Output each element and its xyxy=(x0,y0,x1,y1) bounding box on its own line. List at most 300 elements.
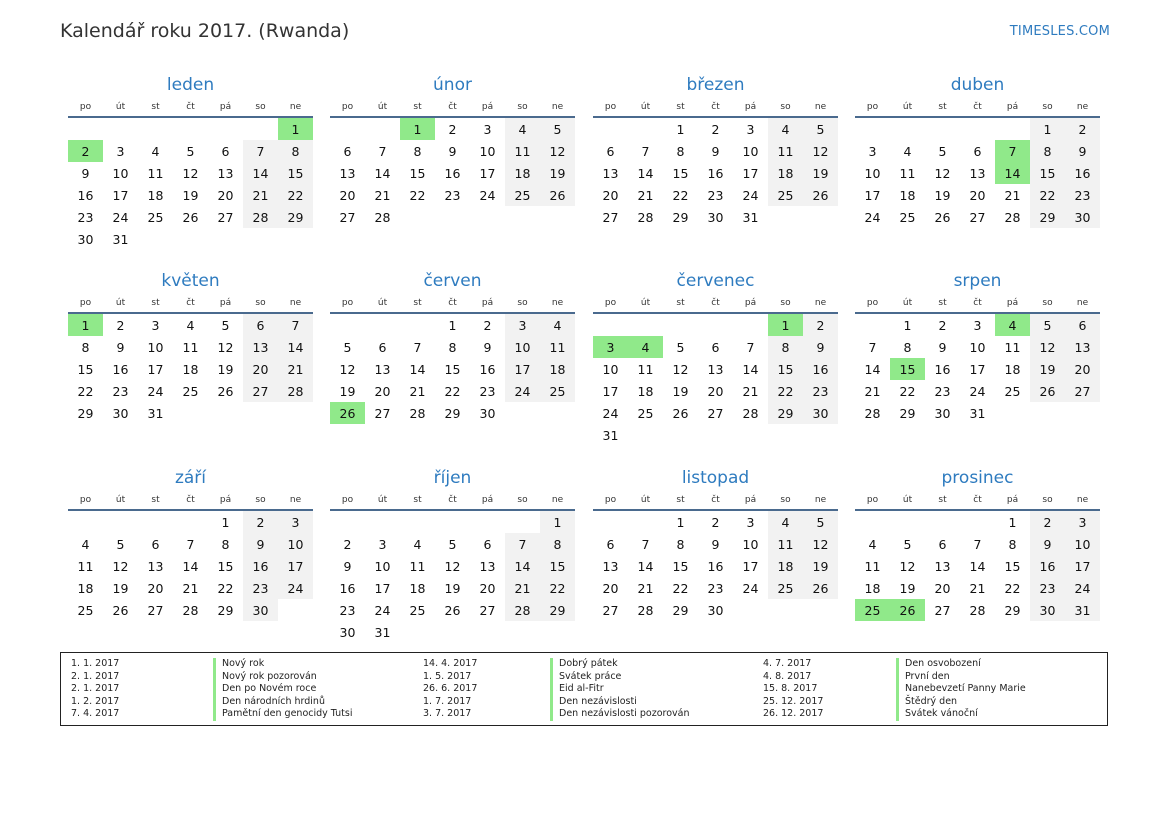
month-srpen xyxy=(855,268,1100,424)
day-cell: 27 xyxy=(934,602,951,618)
holiday-date: 2. 1. 2017 xyxy=(71,683,120,694)
day-cell: 23 xyxy=(112,383,129,399)
day-cell: 18 xyxy=(540,358,575,380)
day-cell: 5 xyxy=(903,536,912,552)
day-cell: 30 xyxy=(243,599,278,621)
day-cell: 15 xyxy=(217,558,234,574)
day-cell: 30 xyxy=(77,231,94,247)
empty-day-cell xyxy=(330,117,365,140)
day-cell: 6 xyxy=(378,339,387,355)
empty-day-cell xyxy=(400,621,435,643)
weekday-header: st xyxy=(663,491,698,510)
day-cell: 19 xyxy=(1030,358,1065,380)
day-cell: 4 xyxy=(903,143,912,159)
day-cell: 6 xyxy=(606,536,615,552)
day-cell: 5 xyxy=(343,339,352,355)
weekday-header: so xyxy=(1030,491,1065,510)
month-name: říjen xyxy=(433,468,472,488)
empty-day-cell xyxy=(103,510,138,533)
holiday-date: 2. 1. 2017 xyxy=(71,670,120,682)
holiday-date: 1. 7. 2017 xyxy=(423,695,472,707)
empty-day-cell xyxy=(435,510,470,533)
day-cell: 8 xyxy=(768,336,803,358)
empty-day-cell xyxy=(243,117,278,140)
day-cell: 3 xyxy=(746,121,755,137)
day-cell: 26 xyxy=(890,599,925,621)
weekday-header: ne xyxy=(278,294,313,313)
day-cell: 13 xyxy=(934,558,951,574)
empty-day-cell xyxy=(365,313,400,336)
day-cell: 14 xyxy=(243,162,278,184)
day-cell: 14 xyxy=(995,162,1030,184)
site-link[interactable]: TIMESLES.COM xyxy=(1009,24,1110,39)
weekday-header: pá xyxy=(470,98,505,117)
weekday-header: pá xyxy=(995,294,1030,313)
day-cell: 15 xyxy=(890,358,925,380)
day-cell: 25 xyxy=(77,602,94,618)
weekday-header: út xyxy=(628,294,663,313)
day-cell: 8 xyxy=(81,339,90,355)
month-prosinec xyxy=(855,465,1100,621)
day-cell: 30 xyxy=(707,602,724,618)
weekday-header: st xyxy=(400,491,435,510)
day-cell: 27 xyxy=(479,602,496,618)
day-cell: 17 xyxy=(1065,555,1100,577)
weekday-header: pá xyxy=(733,294,768,313)
day-cell: 19 xyxy=(899,580,916,596)
day-cell: 2 xyxy=(1030,510,1065,533)
day-cell: 11 xyxy=(1004,339,1021,355)
holiday-name: Svátek vánoční xyxy=(896,708,978,721)
day-cell: 7 xyxy=(278,313,313,336)
month-listopad xyxy=(593,465,838,621)
weekday-header: po xyxy=(330,491,365,510)
day-cell: 29 xyxy=(217,602,234,618)
day-cell: 6 xyxy=(221,143,230,159)
day-cell: 12 xyxy=(899,558,916,574)
day-cell: 3 xyxy=(116,143,125,159)
empty-day-cell xyxy=(435,621,470,643)
day-cell: 23 xyxy=(707,187,724,203)
day-cell: 24 xyxy=(112,209,129,225)
day-cell: 14 xyxy=(278,336,313,358)
day-cell: 17 xyxy=(602,383,619,399)
weekday-header: so xyxy=(505,294,540,313)
day-cell: 27 xyxy=(217,209,234,225)
day-cell: 12 xyxy=(803,140,838,162)
day-cell: 21 xyxy=(409,383,426,399)
holiday-name: Nový rok pozorován xyxy=(213,671,317,684)
empty-day-cell xyxy=(540,621,575,643)
day-cell: 9 xyxy=(343,558,352,574)
month-name: září xyxy=(174,468,207,488)
weekday-header: čt xyxy=(435,294,470,313)
day-cell: 3 xyxy=(593,336,628,358)
page-title: Kalendář roku 2017. (Rwanda) xyxy=(60,20,350,42)
day-cell: 16 xyxy=(444,165,461,181)
day-cell: 13 xyxy=(479,558,496,574)
holiday-name: Dobrý pátek xyxy=(550,658,618,671)
day-cell: 18 xyxy=(637,383,654,399)
empty-day-cell xyxy=(960,510,995,533)
day-cell: 17 xyxy=(969,361,986,377)
day-cell: 29 xyxy=(672,602,689,618)
day-cell: 21 xyxy=(637,580,654,596)
day-cell: 10 xyxy=(1065,533,1100,555)
day-cell: 27 xyxy=(1065,380,1100,402)
day-cell: 25 xyxy=(855,599,890,621)
holiday-name: Nový rok xyxy=(213,658,264,671)
weekday-header: ne xyxy=(540,491,575,510)
day-cell: 25 xyxy=(899,209,916,225)
holiday-date: 26. 6. 2017 xyxy=(423,683,478,694)
weekday-header: st xyxy=(400,294,435,313)
day-cell: 9 xyxy=(448,143,457,159)
month-name: březen xyxy=(686,75,745,95)
day-cell: 22 xyxy=(672,580,689,596)
empty-day-cell xyxy=(278,599,313,621)
empty-day-cell xyxy=(400,510,435,533)
day-cell: 18 xyxy=(899,187,916,203)
day-cell: 14 xyxy=(637,558,654,574)
day-cell: 10 xyxy=(505,336,540,358)
weekday-header: po xyxy=(68,98,103,117)
empty-day-cell xyxy=(995,402,1030,424)
day-cell: 24 xyxy=(147,383,164,399)
day-cell: 2 xyxy=(803,313,838,336)
weekday-header: po xyxy=(68,294,103,313)
day-cell: 27 xyxy=(707,405,724,421)
day-cell: 9 xyxy=(116,339,125,355)
day-cell: 27 xyxy=(602,209,619,225)
empty-day-cell xyxy=(173,510,208,533)
day-cell: 22 xyxy=(217,580,234,596)
day-cell: 24 xyxy=(742,580,759,596)
month-říjen xyxy=(330,465,575,643)
day-cell: 6 xyxy=(1065,313,1100,336)
weekday-header: čt xyxy=(698,294,733,313)
weekday-header: út xyxy=(365,294,400,313)
day-cell: 30 xyxy=(479,405,496,421)
weekday-header: čt xyxy=(698,491,733,510)
empty-day-cell xyxy=(505,206,540,228)
day-cell: 1 xyxy=(1008,514,1017,530)
holiday-name: Pamětní den genocidy Tutsi xyxy=(213,708,352,721)
weekday-header: čt xyxy=(435,491,470,510)
holiday-name: Svátek práce xyxy=(550,671,621,684)
month-name: srpen xyxy=(953,271,1002,291)
weekday-header: ne xyxy=(278,98,313,117)
day-cell: 10 xyxy=(864,165,881,181)
weekday-header: út xyxy=(365,491,400,510)
day-cell: 24 xyxy=(278,577,313,599)
day-cell: 28 xyxy=(742,405,759,421)
day-cell: 30 xyxy=(1030,599,1065,621)
day-cell: 6 xyxy=(243,313,278,336)
day-cell: 3 xyxy=(151,317,160,333)
empty-day-cell xyxy=(1065,402,1100,424)
day-cell: 18 xyxy=(147,187,164,203)
day-cell: 9 xyxy=(243,533,278,555)
month-name: červen xyxy=(423,271,482,291)
day-cell: 14 xyxy=(864,361,881,377)
month-table xyxy=(68,98,313,250)
weekday-header: st xyxy=(925,98,960,117)
empty-day-cell xyxy=(173,402,208,424)
weekday-header: st xyxy=(925,294,960,313)
weekday-header: po xyxy=(855,98,890,117)
day-cell: 3 xyxy=(278,510,313,533)
day-cell: 5 xyxy=(116,536,125,552)
weekday-header: ne xyxy=(278,491,313,510)
day-cell: 21 xyxy=(637,187,654,203)
holiday-name: Den nezávislosti pozorován xyxy=(550,708,690,721)
day-cell: 4 xyxy=(628,336,663,358)
day-cell: 28 xyxy=(969,602,986,618)
weekday-header: so xyxy=(243,294,278,313)
day-cell: 2 xyxy=(1065,117,1100,140)
weekday-header: čt xyxy=(960,98,995,117)
day-cell: 22 xyxy=(672,187,689,203)
day-cell: 28 xyxy=(864,405,881,421)
weekday-header: st xyxy=(138,491,173,510)
day-cell: 3 xyxy=(483,121,492,137)
holiday-date: 3. 7. 2017 xyxy=(423,708,472,719)
day-cell: 13 xyxy=(707,361,724,377)
day-cell: 19 xyxy=(444,580,461,596)
empty-day-cell xyxy=(663,424,698,446)
day-cell: 7 xyxy=(641,536,650,552)
day-cell: 21 xyxy=(505,577,540,599)
empty-day-cell xyxy=(138,228,173,250)
empty-day-cell xyxy=(733,313,768,336)
day-cell: 18 xyxy=(77,580,94,596)
weekday-header: st xyxy=(400,98,435,117)
day-cell: 3 xyxy=(505,313,540,336)
day-cell: 28 xyxy=(1004,209,1021,225)
day-cell: 18 xyxy=(182,361,199,377)
weekday-header: út xyxy=(103,98,138,117)
holiday-legend xyxy=(60,652,1108,726)
day-cell: 10 xyxy=(742,536,759,552)
weekday-header: pá xyxy=(995,491,1030,510)
day-cell: 27 xyxy=(243,380,278,402)
day-cell: 16 xyxy=(934,361,951,377)
day-cell: 8 xyxy=(448,339,457,355)
day-cell: 30 xyxy=(707,209,724,225)
day-cell: 17 xyxy=(742,165,759,181)
holiday-name: Den po Novém roce xyxy=(213,683,316,696)
empty-day-cell xyxy=(173,117,208,140)
day-cell: 1 xyxy=(768,313,803,336)
day-cell: 7 xyxy=(186,536,195,552)
empty-day-cell xyxy=(243,228,278,250)
day-cell: 23 xyxy=(444,187,461,203)
day-cell: 2 xyxy=(243,510,278,533)
day-cell: 3 xyxy=(746,514,755,530)
month-únor xyxy=(330,72,575,228)
day-cell: 28 xyxy=(278,380,313,402)
day-cell: 8 xyxy=(540,533,575,555)
day-cell: 27 xyxy=(602,602,619,618)
weekday-header: st xyxy=(138,294,173,313)
day-cell: 21 xyxy=(182,580,199,596)
day-cell: 15 xyxy=(278,162,313,184)
day-cell: 30 xyxy=(339,624,356,640)
day-cell: 1 xyxy=(448,317,457,333)
day-cell: 25 xyxy=(768,184,803,206)
day-cell: 16 xyxy=(243,555,278,577)
weekday-header: út xyxy=(103,491,138,510)
weekday-header: út xyxy=(103,294,138,313)
weekday-header: čt xyxy=(173,294,208,313)
day-cell: 7 xyxy=(641,143,650,159)
day-cell: 29 xyxy=(1004,602,1021,618)
day-cell: 17 xyxy=(278,555,313,577)
day-cell: 25 xyxy=(147,209,164,225)
empty-day-cell xyxy=(995,117,1030,140)
day-cell: 16 xyxy=(112,361,129,377)
day-cell: 17 xyxy=(112,187,129,203)
holiday-name: První den xyxy=(896,671,950,684)
day-cell: 17 xyxy=(479,165,496,181)
month-table xyxy=(330,491,575,643)
empty-day-cell xyxy=(628,424,663,446)
day-cell: 26 xyxy=(444,602,461,618)
weekday-header: so xyxy=(768,491,803,510)
day-cell: 12 xyxy=(444,558,461,574)
month-table xyxy=(593,98,838,228)
holiday-name: Štědrý den xyxy=(896,696,957,709)
day-cell: 25 xyxy=(768,577,803,599)
day-cell: 16 xyxy=(479,361,496,377)
weekday-header: ne xyxy=(540,294,575,313)
empty-day-cell xyxy=(208,228,243,250)
holiday-date: 15. 8. 2017 xyxy=(763,683,818,694)
day-cell: 6 xyxy=(151,536,160,552)
day-cell: 21 xyxy=(1004,187,1021,203)
day-cell: 24 xyxy=(505,380,540,402)
month-name: listopad xyxy=(681,468,750,488)
day-cell: 7 xyxy=(973,536,982,552)
month-květen xyxy=(68,268,313,424)
day-cell: 22 xyxy=(1030,184,1065,206)
day-cell: 15 xyxy=(409,165,426,181)
day-cell: 10 xyxy=(602,361,619,377)
day-cell: 28 xyxy=(637,209,654,225)
day-cell: 19 xyxy=(803,555,838,577)
day-cell: 2 xyxy=(343,536,352,552)
day-cell: 4 xyxy=(540,313,575,336)
holiday-date: 14. 4. 2017 xyxy=(423,658,478,669)
day-cell: 3 xyxy=(973,317,982,333)
weekday-header: po xyxy=(593,98,628,117)
day-cell: 21 xyxy=(969,580,986,596)
day-cell: 9 xyxy=(81,165,90,181)
day-cell: 16 xyxy=(1030,555,1065,577)
empty-day-cell xyxy=(698,313,733,336)
day-cell: 31 xyxy=(742,209,759,225)
day-cell: 8 xyxy=(221,536,230,552)
day-cell: 12 xyxy=(182,165,199,181)
day-cell: 25 xyxy=(637,405,654,421)
day-cell: 11 xyxy=(77,558,94,574)
day-cell: 31 xyxy=(969,405,986,421)
day-cell: 5 xyxy=(1030,313,1065,336)
empty-day-cell xyxy=(698,424,733,446)
day-cell: 27 xyxy=(374,405,391,421)
empty-day-cell xyxy=(138,510,173,533)
holiday-date: 4. 7. 2017 xyxy=(763,658,812,669)
day-cell: 14 xyxy=(505,555,540,577)
day-cell: 15 xyxy=(540,555,575,577)
day-cell: 5 xyxy=(540,117,575,140)
day-cell: 5 xyxy=(221,317,230,333)
day-cell: 4 xyxy=(505,117,540,140)
weekday-header: čt xyxy=(698,98,733,117)
day-cell: 10 xyxy=(969,339,986,355)
day-cell: 17 xyxy=(864,187,881,203)
holiday-date: 1. 5. 2017 xyxy=(423,670,472,682)
day-cell: 11 xyxy=(899,165,916,181)
day-cell: 28 xyxy=(243,206,278,228)
day-cell: 9 xyxy=(938,339,947,355)
day-cell: 20 xyxy=(602,187,619,203)
day-cell: 23 xyxy=(934,383,951,399)
empty-day-cell xyxy=(540,402,575,424)
empty-day-cell xyxy=(365,510,400,533)
day-cell: 19 xyxy=(339,383,356,399)
day-cell: 11 xyxy=(768,140,803,162)
day-cell: 6 xyxy=(938,536,947,552)
day-cell: 2 xyxy=(116,317,125,333)
day-cell: 16 xyxy=(803,358,838,380)
day-cell: 29 xyxy=(77,405,94,421)
day-cell: 10 xyxy=(742,143,759,159)
day-cell: 1 xyxy=(221,514,230,530)
day-cell: 23 xyxy=(77,209,94,225)
empty-day-cell xyxy=(628,313,663,336)
weekday-header: pá xyxy=(470,294,505,313)
empty-day-cell xyxy=(803,599,838,621)
day-cell: 15 xyxy=(768,358,803,380)
day-cell: 21 xyxy=(864,383,881,399)
day-cell: 29 xyxy=(768,402,803,424)
empty-day-cell xyxy=(593,313,628,336)
weekday-header: pá xyxy=(733,98,768,117)
day-cell: 20 xyxy=(707,383,724,399)
weekday-header: čt xyxy=(960,294,995,313)
empty-day-cell xyxy=(505,621,540,643)
day-cell: 7 xyxy=(243,140,278,162)
day-cell: 24 xyxy=(1065,577,1100,599)
day-cell: 6 xyxy=(483,536,492,552)
day-cell: 2 xyxy=(938,317,947,333)
day-cell: 2 xyxy=(448,121,457,137)
day-cell: 4 xyxy=(151,143,160,159)
empty-day-cell xyxy=(103,117,138,140)
day-cell: 8 xyxy=(676,536,685,552)
day-cell: 26 xyxy=(803,184,838,206)
day-cell: 30 xyxy=(934,405,951,421)
day-cell: 6 xyxy=(711,339,720,355)
empty-day-cell xyxy=(435,206,470,228)
day-cell: 20 xyxy=(602,580,619,596)
day-cell: 2 xyxy=(711,121,720,137)
weekday-header: so xyxy=(1030,294,1065,313)
empty-day-cell xyxy=(470,510,505,533)
day-cell: 19 xyxy=(112,580,129,596)
